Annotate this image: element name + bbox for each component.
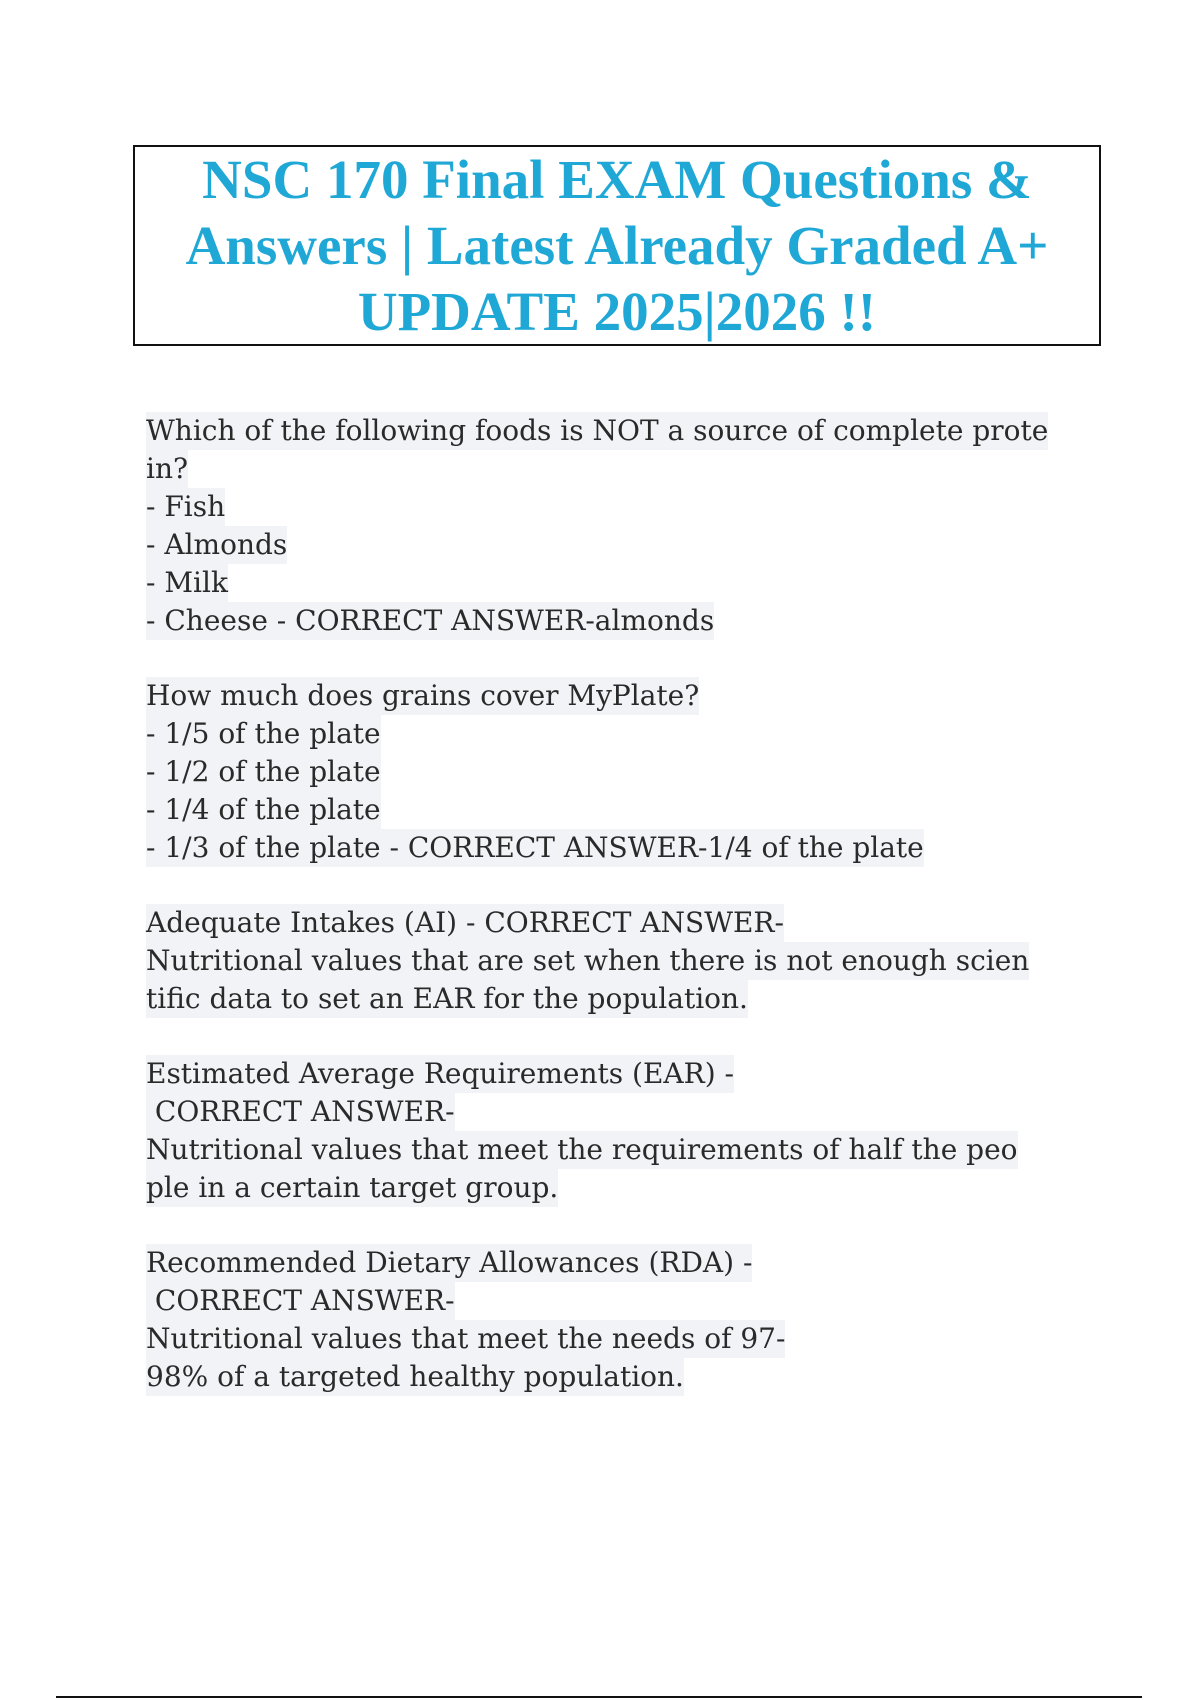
- qa-line: 98% of a targeted healthy population.: [146, 1358, 684, 1396]
- page-footer-rule: [56, 1696, 1142, 1698]
- document-title-line: Answers | Latest Already Graded A+: [185, 214, 1049, 276]
- qa-content: [146, 412, 1106, 1433]
- document-title-box: [133, 145, 1101, 346]
- qa-line: - Almonds: [146, 526, 287, 564]
- qa-block-recommended-dietary-allowances: [146, 1244, 1106, 1396]
- qa-block-complete-protein: [146, 412, 1106, 640]
- qa-line: ple in a certain target group.: [146, 1169, 558, 1207]
- qa-line: - Fish: [146, 488, 225, 526]
- qa-line: - Milk: [146, 564, 228, 602]
- qa-line: Nutritional values that are set when there is not enough scien: [146, 942, 1029, 980]
- document-title-line: UPDATE 2025|2026 !!: [357, 280, 877, 342]
- qa-line: Estimated Average Requirements (EAR) -: [146, 1055, 734, 1093]
- qa-block-estimated-average-requirements: [146, 1055, 1106, 1207]
- qa-line: - 1/2 of the plate: [146, 753, 381, 791]
- qa-line: CORRECT ANSWER-: [146, 1282, 455, 1320]
- qa-line: - 1/5 of the plate: [146, 715, 381, 753]
- qa-line: Nutritional values that meet the needs of 97-: [146, 1320, 785, 1358]
- qa-line: How much does grains cover MyPlate?: [146, 677, 699, 715]
- qa-line: tific data to set an EAR for the population.: [146, 980, 748, 1018]
- qa-line: - Cheese - CORRECT ANSWER-almonds: [146, 602, 714, 640]
- qa-line: CORRECT ANSWER-: [146, 1093, 455, 1131]
- qa-block-adequate-intakes: [146, 904, 1106, 1018]
- qa-line: Adequate Intakes (AI) - CORRECT ANSWER-: [146, 904, 784, 942]
- qa-line: in?: [146, 450, 188, 488]
- qa-line: Which of the following foods is NOT a source of complete prote: [146, 412, 1048, 450]
- document-title-line: NSC 170 Final EXAM Questions &: [202, 148, 1032, 210]
- qa-line: Nutritional values that meet the requirements of half the peo: [146, 1131, 1018, 1169]
- qa-line: - 1/4 of the plate: [146, 791, 381, 829]
- qa-line: Recommended Dietary Allowances (RDA) -: [146, 1244, 752, 1282]
- qa-line: - 1/3 of the plate - CORRECT ANSWER-1/4 of the plate: [146, 829, 924, 867]
- qa-block-myplate-grains: [146, 677, 1106, 867]
